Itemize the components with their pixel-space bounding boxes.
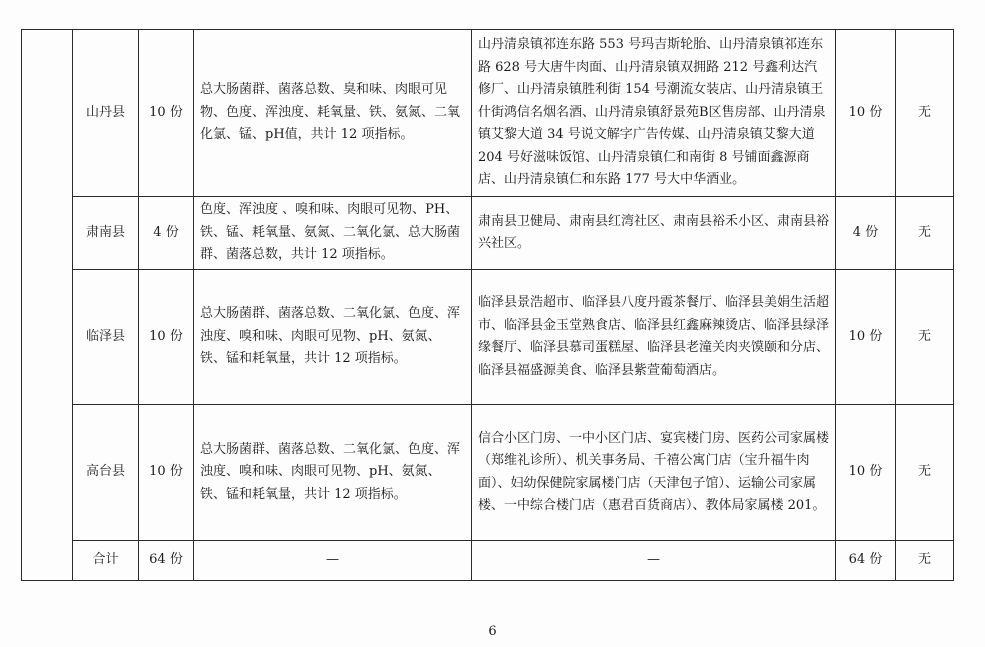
total-qualified-cell: 64 份 <box>836 541 896 581</box>
county-cell: 山丹县 <box>73 30 139 197</box>
merged-left-cell <box>22 30 73 581</box>
indicators-cell: 总大肠菌群、菌落总数、二氧化氯、色度、浑浊度、嗅和味、肉眼可见物、pH、氨氮、铁、锰和耗氧量，共计 12 项指标。 <box>194 270 472 405</box>
unqualified-cell: 无 <box>896 197 954 270</box>
unqualified-cell: 无 <box>896 405 954 541</box>
total-count-cell: 64 份 <box>139 541 194 581</box>
qualified-cell: 10 份 <box>836 270 896 405</box>
locations-cell: 临泽县景浩超市、临泽县八度丹霞茶餐厅、临泽县美娟生活超市、临泽县金玉堂熟食店、临泽县红鑫麻辣烫店、临泽县绿泽缘餐厅、临泽县慕司蛋糕屋、临泽县老潼关肉夹馍颐和分店、临泽县福盛源美食、临泽县紫萱葡萄酒店。 <box>472 270 836 405</box>
unqualified-cell: 无 <box>896 270 954 405</box>
locations-cell: 肃南县卫健局、肃南县红湾社区、肃南县裕禾小区、肃南县裕兴社区。 <box>472 197 836 270</box>
total-locations-cell <box>472 541 836 581</box>
indicators-cell: 色度、浑浊度 、嗅和味、肉眼可见物、PH、铁、锰、耗氧量、氨氮、二氧化氯、总大肠菌群、菌落总数，共计 12 项指标。 <box>194 197 472 270</box>
unqualified-cell: 无 <box>896 30 954 197</box>
dash-placeholder: — <box>647 552 660 568</box>
county-cell: 高台县 <box>73 405 139 541</box>
total-unqualified-cell: 无 <box>896 541 954 581</box>
county-cell: 肃南县 <box>73 197 139 270</box>
inspection-results-table <box>21 29 954 581</box>
qualified-cell: 10 份 <box>836 405 896 541</box>
qualified-cell: 4 份 <box>836 197 896 270</box>
dash-placeholder: — <box>326 552 339 568</box>
locations-cell: 山丹清泉镇祁连东路 553 号玛吉斯轮胎、山丹清泉镇祁连东路 628 号大唐牛肉面、山丹清泉镇双拥路 212 号鑫利达汽修厂、山丹清泉镇胜利街 154 号潮流女装店、山丹清泉镇王什街鸿信名烟名酒、山丹清泉镇舒景苑B区售房部、山丹清泉镇艾黎大道 34 号说文解字广告传媒、山丹清泉镇艾黎大道 204 号好滋味饭馆、山丹清泉镇仁和南街 8 号铺面鑫源商店、山丹清泉镇仁和东路 177 号大中华酒业。 <box>472 30 836 197</box>
total-label-cell: 合计 <box>73 541 139 581</box>
table-row <box>22 197 954 270</box>
sample-count-cell: 10 份 <box>139 30 194 197</box>
qualified-cell: 10 份 <box>836 30 896 197</box>
sample-count-cell: 4 份 <box>139 197 194 270</box>
sample-count-cell: 10 份 <box>139 405 194 541</box>
page-number: 6 <box>488 624 497 639</box>
table-row <box>22 405 954 541</box>
indicators-cell: 总大肠菌群、菌落总数、臭和味、肉眼可见物、色度、浑浊度、耗氧量、铁、氨氮、二氧化氯、锰、pH值，共计 12 项指标。 <box>194 30 472 197</box>
table-row <box>22 30 954 197</box>
county-cell: 临泽县 <box>73 270 139 405</box>
locations-cell: 信合小区门房、一中小区门店、宴宾楼门房、医药公司家属楼（郑维礼诊所）、机关事务局、千禧公寓门店（宝升福牛肉面）、妇幼保健院家属楼门店（天津包子馆）、运输公司家属楼、一中综合楼门店（惠君百货商店）、教体局家属楼 201。 <box>472 405 836 541</box>
total-row <box>22 541 954 581</box>
indicators-cell: 总大肠菌群、菌落总数、二氧化氯、色度、浑浊度、嗅和味、肉眼可见物、pH、氨氮、铁、锰和耗氧量，共计 12 项指标。 <box>194 405 472 541</box>
total-indicators-cell <box>194 541 472 581</box>
sample-count-cell: 10 份 <box>139 270 194 405</box>
table-row <box>22 270 954 405</box>
